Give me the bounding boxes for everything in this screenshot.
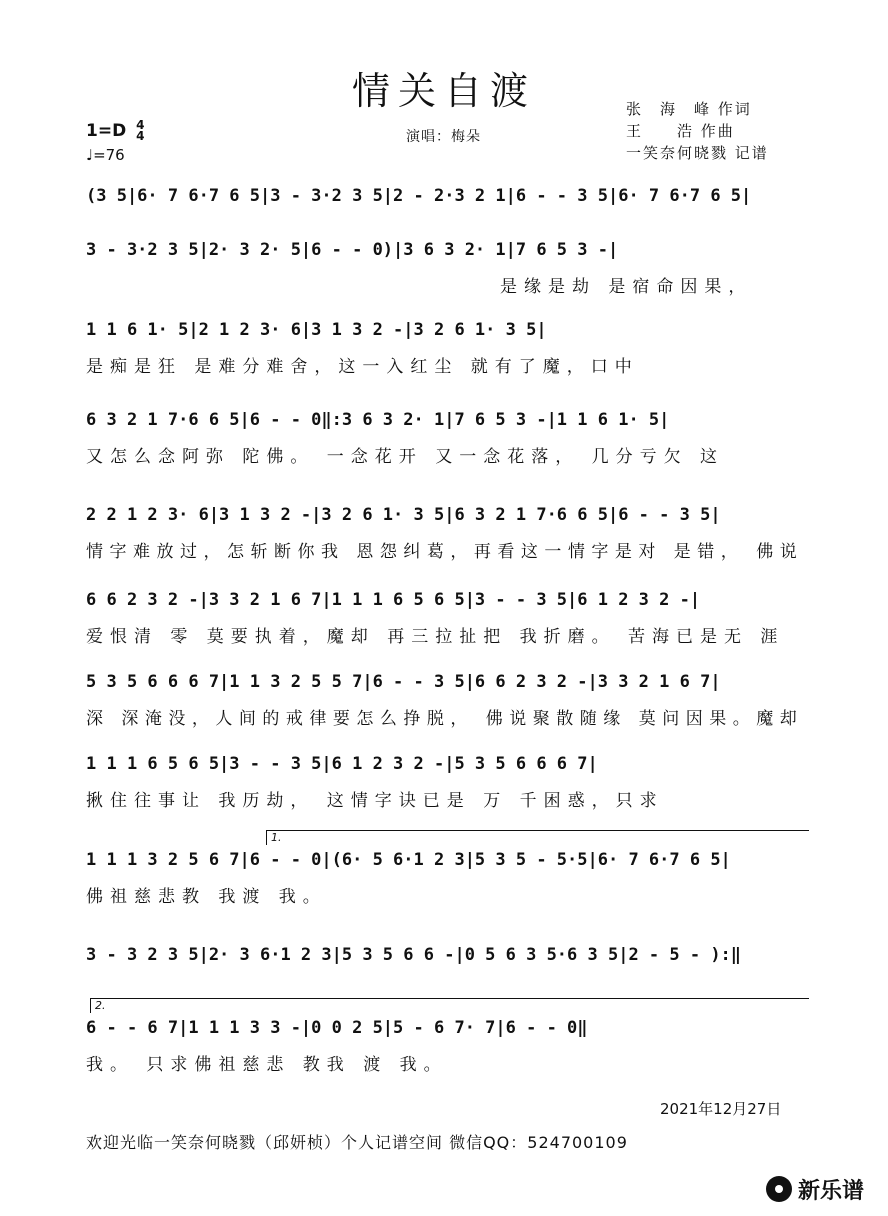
notation-line: 5 3 5 6 6 6 7|1 1 3 2 5 5 7|6 - - 3 5|6 6 2 3 2 -|3 3 2 1 6 7| bbox=[86, 672, 721, 692]
time-bottom: 4 bbox=[136, 129, 145, 143]
lyric-line: 爱恨清 零 莫要执着，魔却 再三拉扯把 我折磨。 苦海已是无 涯 bbox=[86, 627, 785, 647]
score-row bbox=[86, 672, 806, 732]
notation-line: 3 - 3·2 3 5|2· 3 2· 5|6 - - 0)|3 6 3 2· 1|7 6 5 3 -| bbox=[86, 240, 619, 260]
score-row bbox=[86, 945, 806, 1005]
lyric-line: 深 深淹没，人间的戒律要怎么挣脱， 佛说聚散随缘 莫问因果。魔却 bbox=[86, 709, 804, 729]
score-row bbox=[86, 754, 806, 814]
lyricist: 张 海 峰 作词 bbox=[626, 100, 752, 118]
notation-line: (3 5|6· 7 6·7 6 5|3 - 3·2 3 5|2 - 2·3 2 1|6 - - 3 5|6· 7 6·7 6 5| bbox=[86, 186, 752, 206]
site-logo[interactable] bbox=[766, 1172, 864, 1206]
notation-line: 3 - 3 2 3 5|2· 3 6·1 2 3|5 3 5 6 6 -|0 5 6 3 5·6 3 5|2 - 5 - ):‖ bbox=[86, 945, 742, 965]
composer: 王 浩 作曲 bbox=[626, 122, 735, 140]
key-label: 1=D bbox=[86, 121, 127, 141]
key-signature bbox=[86, 120, 144, 142]
lyric-line: 是缘是劫 是宿命因果， bbox=[500, 277, 753, 297]
notation-line: 2 2 1 2 3· 6|3 1 3 2 -|3 2 6 1· 3 5|6 3 2 1 7·6 6 5|6 - - 3 5| bbox=[86, 505, 721, 525]
footer-note: 欢迎光临一笑奈何晓戮（邱妍桢）个人记谱空间 微信QQ：524700109 bbox=[86, 1133, 628, 1152]
notation-line: 6 3 2 1 7·6 6 5|6 - - 0‖:3 6 3 2· 1|7 6 5 3 -|1 1 6 1· 5| bbox=[86, 410, 670, 430]
lyric-line: 是痴是狂 是难分难舍，这一入红尘 就有了魔，口中 bbox=[86, 357, 639, 377]
lyric-line: 佛祖慈悲教 我渡 我。 bbox=[86, 887, 327, 907]
notation-line: 6 - - 6 7|1 1 1 3 3 -|0 0 2 5|5 - 6 7· 7|6 - - 0‖ bbox=[86, 1018, 588, 1038]
volta-1: 1. bbox=[266, 830, 809, 845]
score-row bbox=[86, 240, 806, 300]
credits bbox=[626, 98, 769, 164]
lyric-line: 揪住往事让 我历劫， 这情字诀已是 万 千困惑，只求 bbox=[86, 791, 664, 811]
notation-line: 1 1 1 6 5 6 5|3 - - 3 5|6 1 2 3 2 -|5 3 5 6 6 6 7| bbox=[86, 754, 598, 774]
tempo-marking: ♩=76 bbox=[86, 146, 125, 164]
score-row bbox=[86, 1018, 806, 1078]
score-row bbox=[86, 186, 806, 246]
time-signature bbox=[136, 120, 144, 142]
notation-line: 1 1 1 3 2 5 6 7|6 - - 0|(6· 5 6·1 2 3|5 3 5 - 5·5|6· 7 6·7 6 5| bbox=[86, 850, 731, 870]
notation-line: 6 6 2 3 2 -|3 3 2 1 6 7|1 1 1 6 5 6 5|3 - - 3 5|6 1 2 3 2 -| bbox=[86, 590, 701, 610]
volta-2: 2. bbox=[90, 998, 809, 1013]
score-row bbox=[86, 410, 806, 470]
performer: 演唱：梅朵 bbox=[406, 129, 481, 145]
lyric-line: 我。 只求佛祖慈悲 教我 渡 我。 bbox=[86, 1055, 448, 1075]
page-title: 情关自渡 bbox=[351, 69, 536, 113]
record-disc-icon bbox=[766, 1176, 792, 1202]
lyric-line: 情字难放过，怎斩断你我 恩怨纠葛，再看这一情字是对 是错， 佛说 bbox=[86, 542, 804, 562]
date: 2021年12月27日 bbox=[660, 1100, 782, 1118]
lyric-line: 又怎么念阿弥 陀佛。 一念花开 又一念花落， 几分亏欠 这 bbox=[86, 447, 725, 467]
transcriber: 一笑奈何晓戮 记谱 bbox=[626, 144, 769, 162]
score-row bbox=[86, 850, 806, 910]
score-row bbox=[86, 320, 806, 380]
notation-line: 1 1 6 1· 5|2 1 2 3· 6|3 1 3 2 -|3 2 6 1· 3 5| bbox=[86, 320, 547, 340]
score-row bbox=[86, 505, 806, 565]
time-top: 4 bbox=[136, 118, 145, 132]
logo-text: 新乐谱 bbox=[798, 1178, 865, 1204]
score-row bbox=[86, 590, 806, 650]
